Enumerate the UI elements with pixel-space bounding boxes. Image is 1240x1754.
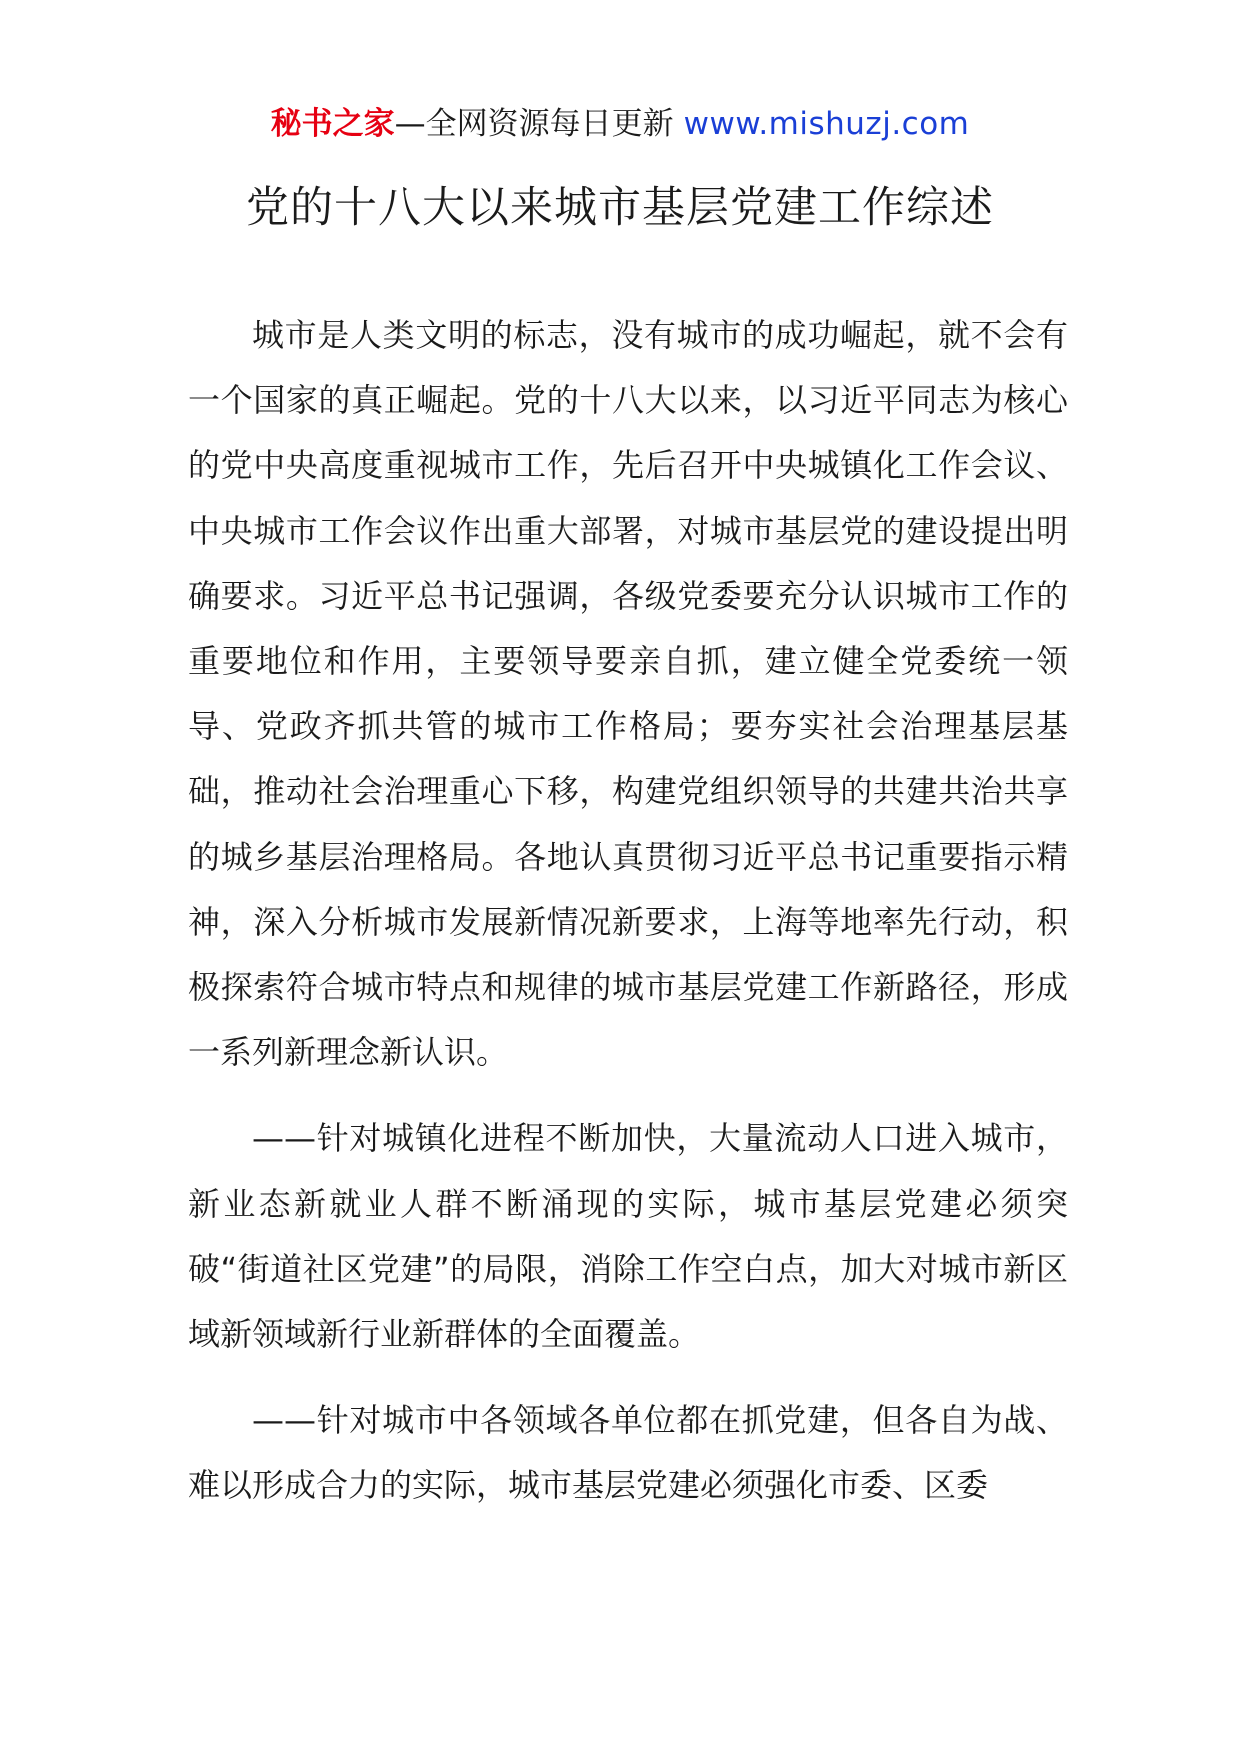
paragraph-point-2: ——针对城市中各领域各单位都在抓党建，但各自为战、难以形成合力的实际，城市基层党建必须强化市委、区委 [188,1401,1068,1505]
brand-name: 秘书之家 [270,106,395,142]
document-body [188,303,1068,1540]
paragraph-intro: 城市是人类文明的标志，没有城市的成功崛起，就不会有一个国家的真正崛起。党的十八大以来，以习近平同志为核心的党中央高度重视城市工作，先后召开中央城镇化工作会议、中央城市工作会议作出重大部署，对城市基层党的建设提出明确要求。习近平总书记强调，各级党委要充分认识城市工作的重要地位和作用，主要领导要亲自抓，建立健全党委统一领导、党政齐抓共管的城市工作格局；要夯实社会治理基层基础，推动社会治理重心下移，构建党组织领导的共建共治共享的城乡基层治理格局。各地认真贯彻习近平总书记重要指示精神，深入分析城市发展新情况新要求，上海等地率先行动，积极探索符合城市特点和规律的城市基层党建工作新路径，形成一系列新理念新认识。 [188,316,1068,1072]
document-title: 党的十八大以来城市基层党建工作综述 [246,183,994,233]
site-header [0,102,1240,146]
site-url-link[interactable]: www.mishuzj.com [683,106,970,142]
header-tagline: —全网资源每日更新 [394,106,674,142]
paragraph-point-1: ——针对城镇化进程不断加快，大量流动人口进入城市，新业态新就业人群不断涌现的实际，城市基层党建必须突破“街道社区党建”的局限，消除工作空白点，加大对城市新区域新领域新行业新群体的全面覆盖。 [188,1119,1068,1354]
